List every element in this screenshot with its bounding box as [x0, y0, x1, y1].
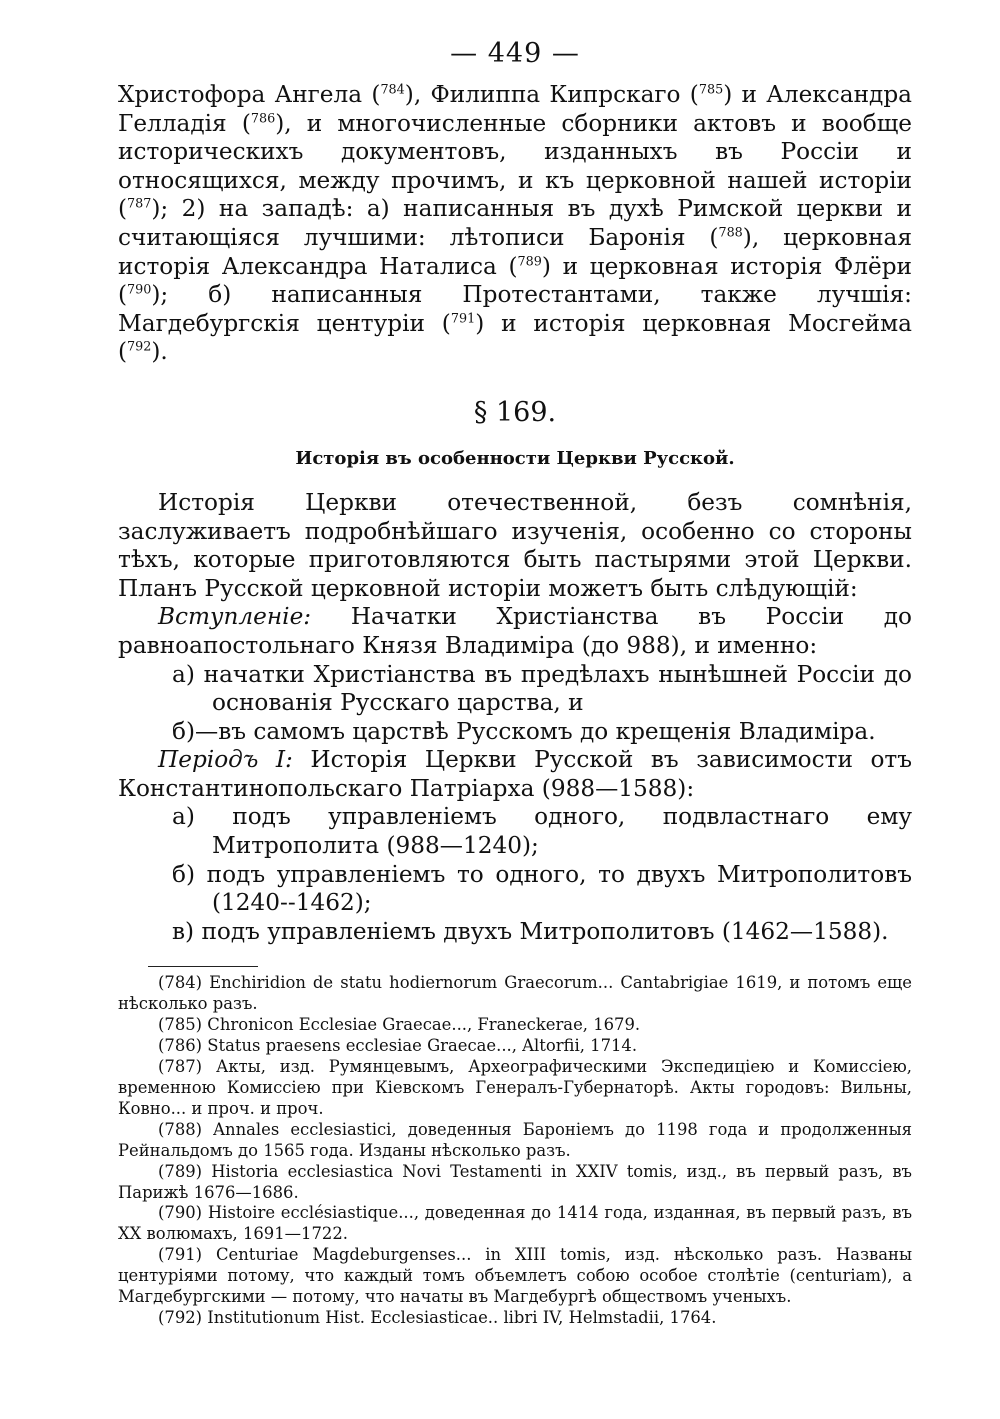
footnote — [118, 1057, 912, 1120]
footnote-mark: (785) — [158, 1015, 203, 1035]
footnote-text: Institutionum Hist. Ecclesiasticae.. libri IV, Helmstadii, 1764. — [207, 1307, 717, 1327]
footnote — [118, 1245, 912, 1308]
plan-introduction-item: б)—въ самомъ царствѣ Русскомъ до крещенія Владиміра. — [172, 717, 876, 745]
plan-period-1-item: в) подъ управленіемъ двухъ Митрополитовъ (1462—1588). — [172, 917, 889, 945]
footnote — [118, 1120, 912, 1162]
footnote — [118, 1036, 912, 1057]
plan-introduction-item: а) начатки Христіанства въ предѣлахъ нынѣшней Россіи до основанія Русскаго царства, и — [172, 660, 912, 717]
page-number: — 449 — — [450, 38, 580, 69]
footnote-mark: (784) — [158, 973, 203, 993]
footnote-mark: (790) — [158, 1203, 203, 1223]
footnote-mark: (792) — [158, 1307, 203, 1327]
footnote-text: Enchiridion de statu hodiernorum Graecorum... Cantabrigiae 1619, и потомъ еще нѣсколько разъ. — [118, 973, 912, 1014]
section-number: § 169. — [473, 396, 557, 428]
footnotes — [118, 973, 912, 1328]
footnote-text: Акты, изд. Румянцевымъ, Археографическими Экспедиціею и Комиссіею, временною Комиссіею при Кіевскомъ Генералъ-Губернаторѣ. Акты городовъ: Вильны, Ковно... и проч. и проч. — [118, 1057, 912, 1118]
footnote-mark: (786) — [158, 1036, 203, 1056]
plan-period-1 — [118, 746, 912, 803]
plan-introduction — [118, 603, 912, 660]
footnote-text: Status praesens ecclesiae Graecae..., Altorfii, 1714. — [207, 1036, 638, 1056]
intro-paragraph: Исторія Церкви отечественной, безъ сомнѣнія, заслуживаетъ подробнѣйшаго изученія, особенно со стороны тѣхъ, которые приготовляются быть пастырями этой Церкви. Планъ Русской церковной исторіи можетъ быть слѣдующій: — [118, 488, 912, 602]
footnote-mark: (789) — [158, 1161, 203, 1181]
footnote-mark: (787) — [158, 1057, 203, 1077]
plan-period-1-text: Исторія Церкви Русской въ зависимости отъ Константинопольскаго Патріарха (988—1588): — [118, 746, 913, 802]
footnote — [118, 1015, 912, 1036]
footnote-divider — [148, 966, 258, 967]
footnote — [118, 973, 912, 1015]
section-title: Исторія въ особенности Церкви Русской. — [295, 447, 735, 469]
footnote — [118, 1203, 912, 1245]
footnote-mark: (788) — [158, 1119, 203, 1139]
footnote-text: Chronicon Ecclesiae Graecae..., Franeckerae, 1679. — [207, 1015, 641, 1035]
footnote-text: Historia ecclesiastica Novi Testamenti in XXIV tomis, изд., въ первый разъ, въ Парижѣ 1676—1686. — [118, 1161, 912, 1202]
footnote-text: Centuriae Magdeburgenses... in XIII tomis, изд. нѣсколько разъ. Названы центуріями потому, что каждый томъ объемлетъ собою особое столѣтіе (centuriam), а Магдебургскими — потому, что начаты въ Магдебургѣ обществомъ ученыхъ. — [118, 1245, 912, 1307]
plan-introduction-label: Вступленіе: — [158, 603, 312, 631]
continued-paragraph: Христофора Ангела ($^{784}$), Филиппа Кипрскаго ($^{785}$) и Александра Гелладія ($^{786}$), и многочисленные сборники актовъ и вообще историческихъ документовъ, изданныхъ въ Россіи и относящихся, между прочимъ, и къ церковной нашей исторіи ($^{787}$); 2) на западѣ: а) написанныя въ духѣ Римской церкви и считающіяся лучшими: лѣтописи Баронія ($^{788}$), церковная исторія Александра Наталиса ($^{789}$) и церковная исторія Флёри ($^{790}$); б) написанныя Протестантами, также лучшія: Магдебургскія центуріи ($^{791}$) и исторія церковная Мосгейма ($^{792}$). — [118, 81, 912, 366]
plan-period-1-item: а) подъ управленіемъ одного, подвластнаго ему Митрополита (988—1240); — [172, 803, 912, 860]
plan-period-1-item: б) подъ управленіемъ то одного, то двухъ Митрополитовъ (1240--1462); — [172, 860, 912, 917]
plan-introduction-text: Начатки Христіанства въ Россіи до равноапостольнаго Князя Владиміра (до 988), и именно: — [118, 603, 912, 659]
book-page — [118, 38, 912, 1329]
footnote-mark: (791) — [158, 1245, 203, 1265]
footnote-text: Histoire ecclésiastique..., доведенная до 1414 года, изданная, въ первый разъ, въ XX волюмахъ, 1691—1722. — [118, 1203, 913, 1244]
footnote-text: Annales ecclesiastici, доведенныя Бароніемъ до 1198 года и продолженныя Рейнальдомъ до 1565 года. Изданы нѣсколько разъ. — [118, 1119, 912, 1160]
plan-period-1-label: Періодъ I: — [158, 746, 293, 774]
footnote — [118, 1162, 912, 1204]
footnote — [118, 1308, 912, 1329]
